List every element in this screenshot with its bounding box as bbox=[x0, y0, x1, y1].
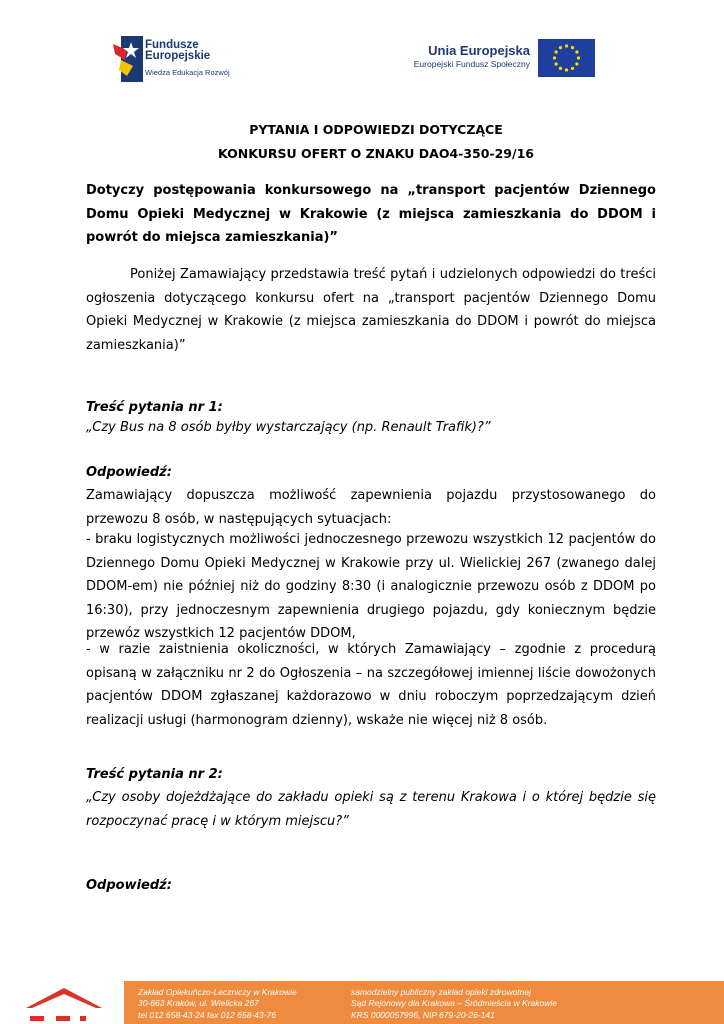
fe-star-icon bbox=[113, 36, 143, 82]
doc-title-line2: KONKURSU OFERT O ZNAKU DAO4-350-29/16 bbox=[218, 146, 534, 161]
footer-registration: samodzielny publiczny zakład opieki zdrowotnej Sąd Rejonowy dla Krakowa – Śródmieścia w Krakowie KRS 0000057996, NIP 679-20-26-141 bbox=[351, 987, 557, 1020]
answer-1-paragraph-1: Zamawiający dopuszcza możliwość zapewnienia pojazdu przystosowanego do przewozu 8 osób, w następujących sytuacjach: bbox=[86, 488, 656, 527]
doc-intro: Poniżej Zamawiający przedstawia treść pytań i udzielonych odpowiedzi do treści ogłoszenia dotyczącego konkursu ofert na „transport pacjentów Dziennego Domu Opieki Medycznej w Krakowie (z miejsca zamieszkania do DDOM i powrót do miejsca zamieszkania)” bbox=[86, 267, 656, 353]
eu-subtitle: Europejski Fundusz Społeczny bbox=[413, 59, 530, 69]
footer-address: Zakład Opiekuńczo-Leczniczy w Krakowie 30-663 Kraków, ul. Wielicka 267 tel 012 658-43-24 fax 012 658-43-76 bbox=[138, 987, 297, 1020]
doc-title-line1: PYTANIA I ODPOWIEDZI DOTYCZĄCE bbox=[249, 122, 503, 137]
question-2-label: Treść pytania nr 2: bbox=[86, 767, 223, 782]
fe-logo-text: Fundusze Europejskie bbox=[145, 39, 211, 62]
question-2-text: „Czy osoby dojeżdżające do zakładu opieki są z terenu Krakowa i o której będzie się rozpoczynać pracę i w którym miejscu?” bbox=[86, 790, 656, 829]
answer-2-label: Odpowiedź: bbox=[86, 878, 172, 893]
fe-logo-subtitle: Wiedza Edukacja Rozwój bbox=[145, 68, 230, 77]
eu-flag-icon bbox=[538, 39, 595, 77]
answer-1-paragraph-2: - braku logistycznych możliwości jednoczesnego przewozu wszystkich 12 pacjentów do Dziennego Domu Opieki Medycznej w Krakowie przy ul. Wielickiej 267 (zwanego dalej DDOM-em) nie później niż do godziny 8:30 (i analogicznie przewozu osób z DDOM po 16:30), przy jednoczesnym zapewnienia drugiego pojazdu, gdy koniecznym będzie przewóz wszystkich 12 pacjentów DDOM, bbox=[86, 532, 656, 641]
fundusze-europejskie-logo bbox=[107, 30, 235, 84]
answer-1-paragraph-3: - w razie zaistnienia okoliczności, w których Zamawiający – zgodnie z procedurą opisaną w załączniku nr 2 do Ogłoszenia – na szczegółowej imiennej liście dowożonych pacjentów DDOM zgłaszanej każdorazowo w dniu roboczym poprzedzającym dzień realizacji usługi (harmonogram dzienny), wskaże nie więcej niż 8 osób. bbox=[86, 642, 656, 728]
footer-bar bbox=[124, 981, 724, 1024]
zol-roof-logo-icon bbox=[22, 982, 106, 1024]
answer-1-label: Odpowiedź: bbox=[86, 465, 172, 480]
question-1-label: Treść pytania nr 1: bbox=[86, 400, 223, 415]
doc-subject: Dotyczy postępowania konkursowego na „transport pacjentów Dziennego Domu Opieki Medycznej w Krakowie (z miejsca zamieszkania do DDOM i powrót do miejsca zamieszkania)” bbox=[86, 183, 656, 245]
eu-title: Unia Europejska bbox=[428, 43, 530, 58]
question-1-text: „Czy Bus na 8 osób byłby wystarczający (np. Renault Trafik)?” bbox=[86, 420, 491, 435]
eu-logo-text bbox=[414, 43, 530, 70]
